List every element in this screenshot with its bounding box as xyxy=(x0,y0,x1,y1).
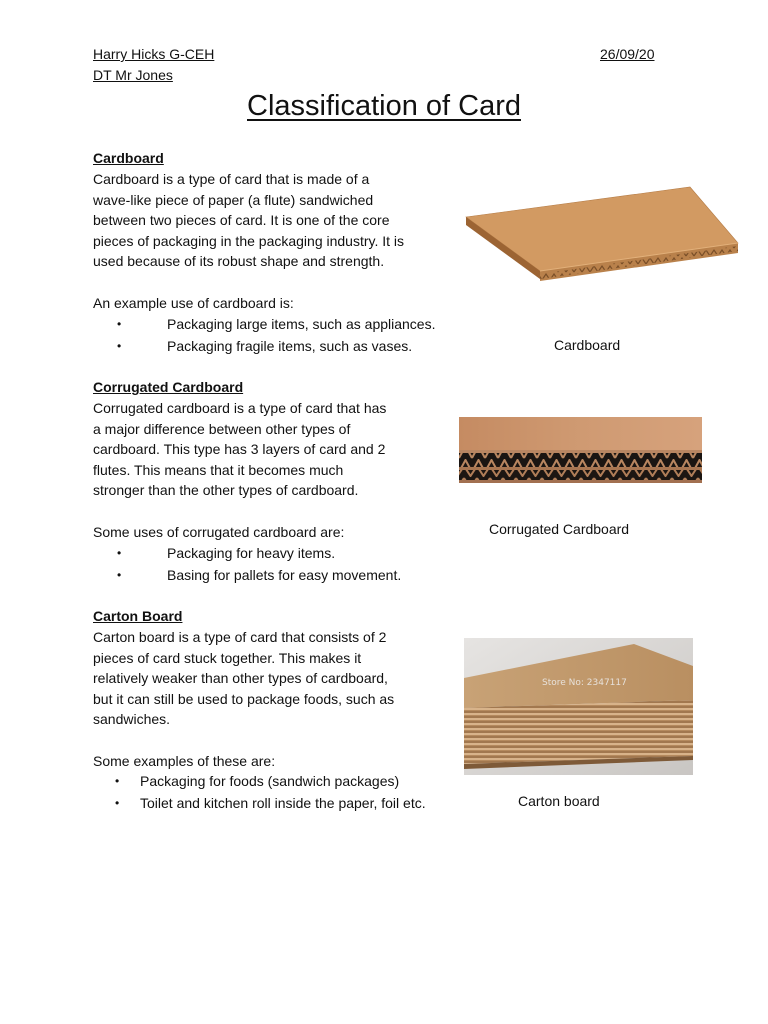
list-intro-cardboard: An example use of cardboard is: xyxy=(93,295,294,311)
body-line: used because of its robust shape and strength. xyxy=(93,253,385,270)
body-line: Cardboard is a type of card that is made of a xyxy=(93,171,370,187)
caption-cardboard: Cardboard xyxy=(554,337,621,353)
section-body-carton xyxy=(93,627,394,730)
bullet-list-cardboard xyxy=(93,314,435,357)
list-item: • Toilet and kitchen roll inside the paper, foil etc. xyxy=(93,793,426,815)
bullet-icon: • xyxy=(115,774,120,788)
body-line: between two pieces of card. It is one of the core xyxy=(93,212,390,229)
body-line: but it can still be used to package foods, such as xyxy=(93,690,395,707)
list-item: • Packaging fragile items, such as vases. xyxy=(93,336,435,358)
section-body-corrugated xyxy=(93,398,386,501)
caption-corrugated: Corrugated Cardboard xyxy=(489,521,630,537)
list-item: • Packaging for foods (sandwich packages) xyxy=(93,771,426,793)
cardboard-image xyxy=(462,185,740,285)
bullet-list-carton xyxy=(93,771,426,814)
corrugated-cardboard-image xyxy=(459,417,702,483)
class-teacher: DT Mr Jones xyxy=(93,67,173,83)
list-intro-carton: Some examples of these are: xyxy=(93,753,276,769)
section-heading-corrugated: Corrugated Cardboard xyxy=(93,379,244,395)
bullet-icon: • xyxy=(115,795,120,810)
body-line: cardboard. This type has 3 layers of card and 2 xyxy=(93,441,386,458)
body-line: Carton board is a type of card that consists of 2 xyxy=(93,629,387,645)
document-date: 26/09/20 xyxy=(600,46,655,62)
list-intro-corrugated: Some uses of corrugated cardboard are: xyxy=(93,524,345,540)
body-line: sandwiches. xyxy=(93,711,171,728)
body-line: flutes. This means that it becomes much xyxy=(93,461,344,478)
bullet-icon: • xyxy=(117,317,122,331)
list-item: • Packaging for heavy items. xyxy=(93,543,401,565)
section-body-cardboard xyxy=(93,169,404,272)
bullet-list-corrugated xyxy=(93,543,401,586)
body-line: wave-like piece of paper (a flute) sandwiched xyxy=(93,191,374,208)
list-item: • Basing for pallets for easy movement. xyxy=(93,565,401,587)
bullet-icon: • xyxy=(117,567,122,582)
section-heading-cardboard: Cardboard xyxy=(93,150,164,166)
watermark-text: Store No: 2347117 xyxy=(542,678,627,688)
body-line: a major difference between other types of xyxy=(93,420,351,437)
body-line: pieces of card stuck together. This makes it xyxy=(93,649,362,666)
body-line: pieces of packaging in the packaging industry. It is xyxy=(93,232,405,249)
caption-carton: Carton board xyxy=(518,793,600,809)
body-line: Corrugated cardboard is a type of card that has xyxy=(93,400,387,416)
body-line: stronger than the other types of cardboard. xyxy=(93,482,359,499)
bullet-icon: • xyxy=(117,546,122,560)
body-line: relatively weaker than other types of cardboard, xyxy=(93,670,388,687)
list-item: • Packaging large items, such as appliances. xyxy=(93,314,435,336)
section-heading-carton: Carton Board xyxy=(93,608,183,624)
author-name: Harry Hicks G-CEH xyxy=(93,46,215,62)
carton-board-image xyxy=(464,638,693,775)
page-title: Classification of Card xyxy=(247,90,521,122)
bullet-icon: • xyxy=(117,338,122,353)
